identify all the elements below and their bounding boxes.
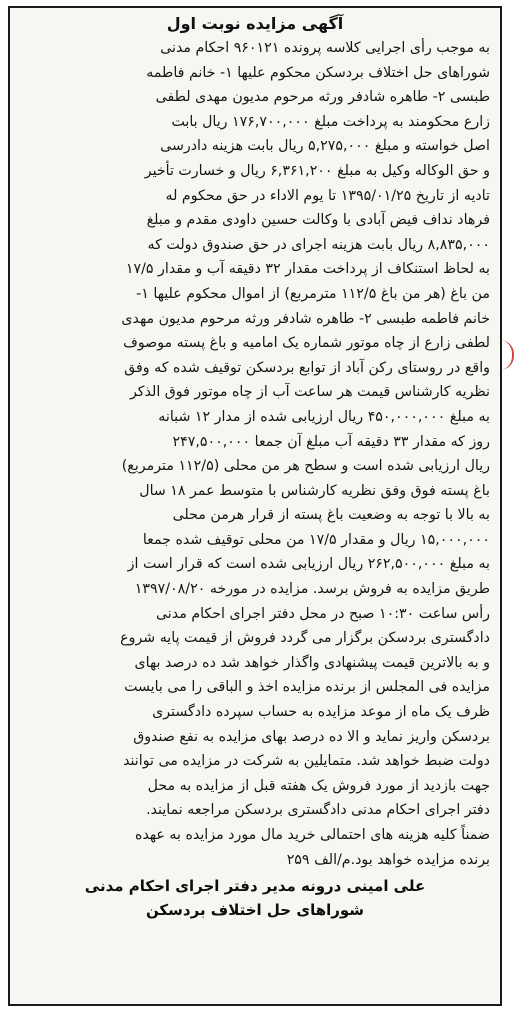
- auction-notice: [8, 6, 502, 1006]
- notice-line: به مبلغ ۲۶۲,۵۰۰,۰۰۰ ریال ارزیابی شده است که قرار است از: [127, 556, 490, 573]
- notice-line: و به بالاترین قیمت پیشنهادی واگذار خواهد شد ده درصد بهای: [134, 654, 490, 671]
- notice-body: [10, 36, 500, 872]
- pen-mark-icon: [500, 340, 514, 370]
- notice-line: بردسکن واریز نماید و الا ده درصد بهای مزایده به نفع صندوق: [133, 728, 490, 745]
- notice-signature: [10, 874, 500, 922]
- notice-line: طبسی ۲- طاهره شادفر ورثه مرحوم مدیون مهدی لطفی: [155, 89, 490, 106]
- notice-line: به بالا با توجه به وضعیت باغ پسته از قرار هرمن محلی: [172, 507, 490, 524]
- notice-title: آگهی مزایده نوبت اول: [166, 14, 344, 33]
- notice-line: نظریه کارشناس قیمت هر ساعت آب از چاه موتور فوق الذکر: [129, 384, 490, 401]
- notice-line: مزایده فی المجلس از برنده مزایده اخذ و الباقی را می بایست: [124, 679, 490, 696]
- notice-line: من باغ (هر من باغ ۱۱۲/۵ مترمربع) از اموال محکوم علیها ۱-: [136, 285, 490, 302]
- notice-line: جهت بازدید از مورد فروش یک هفته قبل از مزایده به محل: [147, 777, 490, 794]
- notice-line: به مبلغ ۴۵۰,۰۰۰,۰۰۰ ریال ارزیابی شده از مدار ۱۲ شبانه: [158, 408, 490, 425]
- notice-line: روز که مقدار ۳۳ دقیقه آب مبلغ آن جمعا ۲۴۷,۵۰۰,۰۰۰: [172, 433, 490, 450]
- signature-line-1: علی امینی درونه مدیر دفتر اجرای احکام مدنی: [84, 877, 426, 896]
- notice-line: فرهاد نداف فیض آبادی با وکالت حسین داودی مقدم و مبلغ: [146, 212, 490, 229]
- notice-line: شوراهای حل اختلاف بردسکن محکوم علیها ۱- خانم فاطمه: [146, 64, 490, 81]
- notice-line: تادیه از تاریخ ۱۳۹۵/۰۱/۲۵ تا یوم الاداء در حق محکوم له: [165, 187, 490, 204]
- notice-line: رأس ساعت ۱۰:۳۰ صبح در محل دفتر اجرای احکام مدنی: [155, 605, 490, 622]
- notice-line: و حق الوکاله وکیل به مبلغ ۶,۳۶۱,۲۰۰ ریال و خسارت تأخیر: [144, 162, 490, 179]
- notice-line: خانم فاطمه طبسی ۲- طاهره شادفر ورثه مرحوم مدیون مهدی: [121, 310, 490, 327]
- notice-line: واقع در روستای رکن آباد از توابع بردسکن توقیف شده که وفق: [124, 359, 490, 376]
- notice-line: دولت ضبط خواهد شد. متمایلین به شرکت در مزایده می توانند: [123, 753, 490, 770]
- notice-line: ضمناً کلیه هزینه های احتمالی خرید مال مورد مزایده به عهده: [135, 827, 490, 843]
- notice-line: دادگستری بردسکن برگزار می گردد فروش از قیمت پایه شروع: [120, 630, 490, 647]
- notice-line: اصل خواسته و مبلغ ۵,۲۷۵,۰۰۰ ریال بابت هزینه دادرسی: [160, 138, 490, 155]
- notice-line: زارع محکومند به پرداخت مبلغ ۱۷۶,۷۰۰,۰۰۰ ریال بابت: [171, 113, 490, 130]
- notice-line: ۸,۸۳۵,۰۰۰ ریال بابت هزینه اجرای در حق صندوق دولت که: [147, 236, 490, 253]
- notice-line: به موجب رأی اجرایی کلاسه پرونده ۹۶۰۱۲۱ احکام مدنی: [160, 40, 490, 56]
- notice-line: ریال ارزیابی شده است و سطح هر من محلی (۱۱۲/۵ مترمربع): [121, 458, 490, 475]
- notice-line: باغ پسته فوق وفق نظریه کارشناس با متوسط عمر ۱۸ سال: [139, 482, 490, 499]
- notice-line: لطفی زارع از چاه موتور شماره یک امامیه و باغ پسته موصوف: [123, 335, 490, 352]
- notice-line: طریق مزایده به فروش برسد. مزایده در مورخه ۱۳۹۷/۰۸/۲۰: [134, 581, 490, 598]
- notice-line: دفتر اجرای احکام مدنی دادگستری بردسکن مراجعه نمایند.: [146, 802, 490, 819]
- notice-line: به لحاظ استنکاف از پرداخت مقدار ۳۲ دقیقه آب و مقدار ۱۷/۵: [125, 261, 490, 278]
- notice-line: برنده مزایده خواهد بود.م/الف ۲۵۹: [286, 851, 490, 868]
- notice-line: ۱۵,۰۰۰,۰۰۰ ریال و مقدار ۱۷/۵ من محلی توقیف شده جمعا: [142, 531, 490, 548]
- notice-line: ظرف یک ماه از موعد مزایده به حساب سپرده دادگستری: [152, 704, 490, 721]
- signature-line-2: شوراهای حل اختلاف بردسکن: [145, 901, 365, 920]
